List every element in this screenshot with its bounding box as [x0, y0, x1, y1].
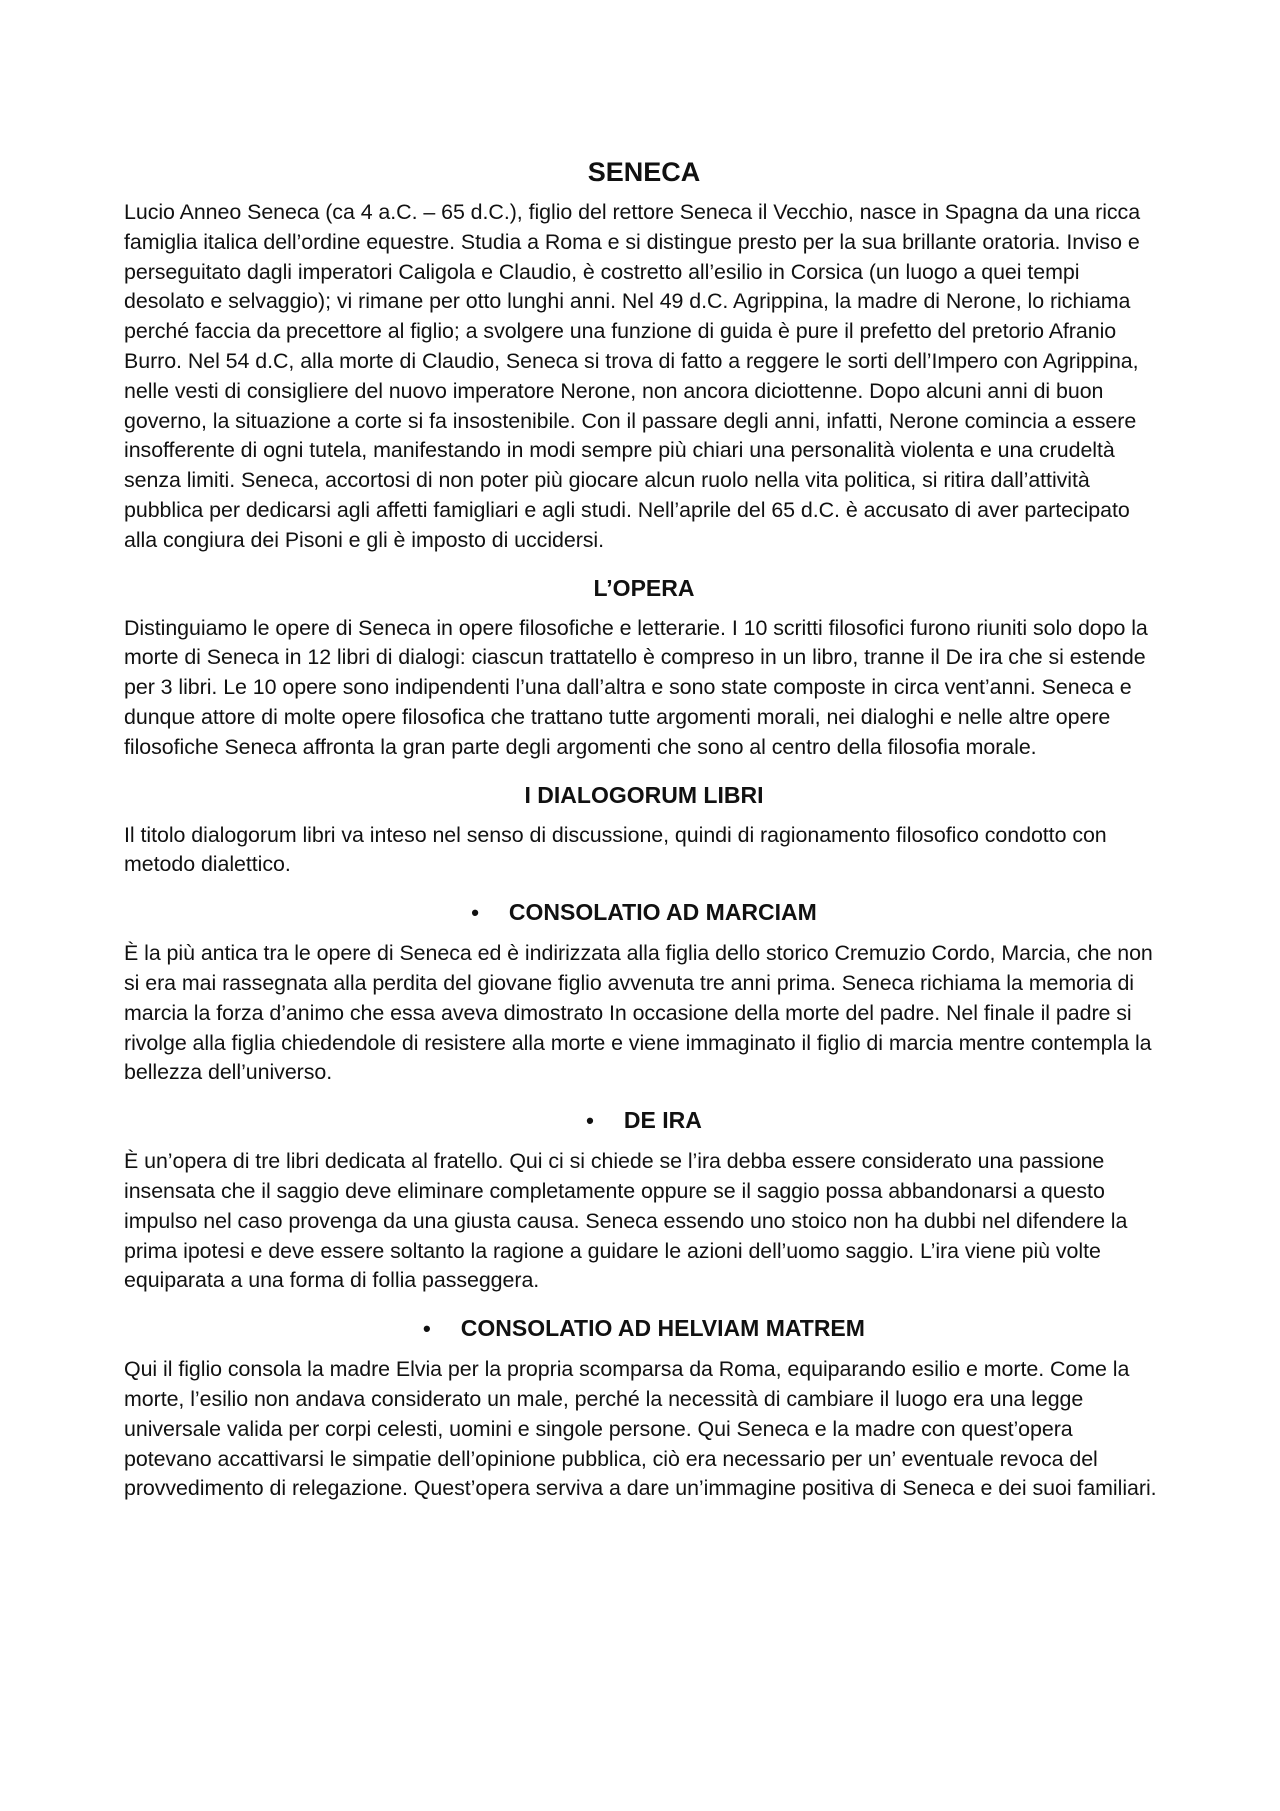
bullet-icon: • — [586, 1108, 594, 1134]
bullet-icon: • — [471, 900, 479, 926]
heading-text: CONSOLATIO AD HELVIAM MATREM — [460, 1315, 865, 1342]
section-heading-marciam — [124, 894, 1164, 931]
dialogorum-paragraph: Il titolo dialogorum libri va inteso nel senso di discussione, quindi di ragionamento filosofico condotto con metodo dialettico. — [124, 822, 1107, 877]
section-heading-opera: L’OPERA — [593, 574, 695, 601]
heading-text: CONSOLATIO AD MARCIAM — [508, 899, 817, 926]
section-heading-dialogorum: I DIALOGORUM LIBRI — [524, 781, 764, 808]
deira-paragraph: È un’opera di tre libri dedicata al fratello. Qui ci si chiede se l’ira debba essere considerato una passione insensata che il saggio deve eliminare completamente oppure se il saggio possa abbandonarsi a questo impulso nel caso provenga da una giusta causa. Seneca essendo uno stoico non ha dubbi nel difendere la prima ipotesi e deve essere soltanto la ragione a guidare le azioni dell’uomo saggio. L’ira viene più volte equiparata a una forma di follia passeggera. — [124, 1149, 1128, 1293]
heading-text: DE IRA — [623, 1107, 702, 1134]
opera-paragraph: Distinguiamo le opere di Seneca in opere filosofiche e letterarie. I 10 scritti filosofici furono riuniti solo dopo la morte di Seneca in 12 libri di dialogi: ciascun trattatello è compreso in un libro, tranne il De ira che si estende per 3 libri. Le 10 opere sono indipendenti l’una dall’altra e sono state composte in circa vent’anni. Seneca e dunque attore di molte opere filosofica che trattano tutte argomenti morali, nei dialoghi e nelle altre opere filosofiche Seneca affronta la gran parte degli argomenti che sono al centro della filosofia morale. — [124, 615, 1148, 759]
section-heading-deira — [124, 1102, 1164, 1139]
intro-paragraph: Lucio Anneo Seneca (ca 4 a.C. – 65 d.C.), figlio del rettore Seneca il Vecchio, nasce in Spagna da una ricca famiglia italica dell’ordine equestre. Studia a Roma e si distingue presto per la sua brillante oratoria. Inviso e perseguitato dagli imperatori Caligola e Claudio, è costretto all’esilio in Corsica (un luogo a quei tempi desolato e selvaggio); vi rimane per otto lunghi anni. Nel 49 d.C. Agrippina, la madre di Nerone, lo richiama perché faccia da precettore al figlio; a svolgere una funzione di guida è pure il prefetto del pretorio Afranio Burro. Nel 54 d.C, alla morte di Claudio, Seneca si trova di fatto a reggere le sorti dell’Impero con Agrippina, nelle vesti di consigliere del nuovo imperatore Nerone, non ancora diciottenne. Dopo alcuni anni di buon governo, la situazione a corte si fa insostenibile. Con il passare degli anni, infatti, Nerone comincia a essere insofferente di ogni tutela, manifestando in modi sempre più chiari una personalità violenta e una crudeltà senza limiti. Seneca, accortosi di non poter più giocare alcun ruolo nella vita politica, si ritira dall’attività pubblica per dedicarsi agli affetti famigliari e agli studi. Nell’aprile del 65 d.C. è accusato di aver partecipato alla congiura dei Pisoni e gli è imposto di uccidersi. — [124, 200, 1141, 552]
page-title: SENECA — [587, 157, 701, 187]
bullet-icon: • — [423, 1316, 431, 1342]
section-heading-helviam — [124, 1310, 1164, 1347]
helviam-paragraph: Qui il figlio consola la madre Elvia per la propria scomparsa da Roma, equiparando esilio e morte. Come la morte, l’esilio non andava considerato un male, perché la necessità di cambiare il luogo era una legge universale valida per corpi celesti, uomini e singole persone. Qui Seneca e la madre con quest’opera potevano accattivarsi le simpatie dell’opinione pubblica, ciò era necessario per un’ eventuale revoca del provvedimento di relegazione. Quest’opera serviva a dare un’immagine positiva di Seneca e dei suoi familiari. — [124, 1357, 1157, 1501]
marciam-paragraph: È la più antica tra le opere di Seneca ed è indirizzata alla figlia dello storico Cremuzio Cordo, Marcia, che non si era mai rassegnata alla perdita del giovane figlio avvenuta tre anni prima. Seneca richiama la memoria di marcia la forza d’animo che essa aveva dimostrato In occasione della morte del padre. Nel finale il padre si rivolge alla figlia chiedendole di resistere alla morte e viene immaginato il figlio di marcia mentre contempla la bellezza dell’universo. — [124, 941, 1153, 1085]
